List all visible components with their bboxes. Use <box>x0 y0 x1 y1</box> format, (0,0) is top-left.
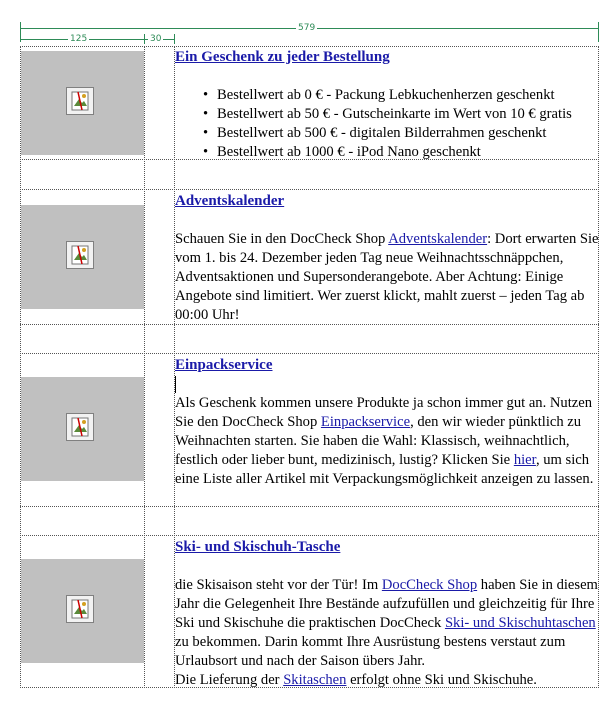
doccheck-shop-link[interactable]: DocCheck Shop <box>381 577 478 593</box>
image-placeholder[interactable] <box>21 377 144 481</box>
list-item: • Bestellwert ab 1000 € - iPod Nano geschenkt <box>217 143 599 162</box>
text-run: erfolgt ohne Ski und Skischuhe. <box>346 672 537 688</box>
list-item: • Bestellwert ab 0 € - Packung Lebkuchenherzen geschenkt <box>217 86 599 105</box>
section-heading-link[interactable]: Ein Geschenk zu jeder Bestellung <box>175 49 390 65</box>
advent-section <box>175 192 599 325</box>
list-item: • Bestellwert ab 50 € - Gutscheinkarte im Wert von 10 € gratis <box>217 105 599 124</box>
image-placeholder[interactable] <box>21 559 144 663</box>
broken-image-icon <box>66 87 94 115</box>
text-run: haben Sie in diesem Jahr die Gelegenheit Ihre Bestände aufzufüllen und gleichzeitig für Ihre Ski und Skischuhe die praktischen DocCheck <box>175 577 598 631</box>
text-run: , den wir wieder pünktlich zu Weihnachten starten. Sie haben die Wahl: Klassisch, weihnachtlich, festlich oder lieber bunt, medizinisch, lustig? Klicken Sie <box>175 414 582 468</box>
layout-table <box>20 46 599 688</box>
text-run: , um sich eine Liste aller Artikel mit Verpackungsmöglichkeit anzeigen zu lassen. <box>175 452 594 487</box>
image-placeholder[interactable] <box>21 205 144 309</box>
broken-image-icon <box>66 595 94 623</box>
ruler-total-width: 579 <box>298 23 316 33</box>
section-heading-link[interactable]: Einpackservice <box>175 357 273 373</box>
adventskalender-link[interactable]: Adventskalender <box>388 231 488 247</box>
section-heading-link[interactable]: Adventskalender <box>175 193 285 209</box>
skitaschen-link[interactable]: Skitaschen <box>283 672 347 688</box>
broken-image-icon <box>66 413 94 441</box>
text-cursor <box>175 376 176 393</box>
section-paragraph <box>175 576 599 690</box>
table-width-ruler <box>20 22 599 44</box>
section-paragraph <box>175 230 599 325</box>
text-run: die Skisaison steht vor der Tür! Im <box>175 577 382 593</box>
broken-image-icon <box>66 241 94 269</box>
ruler-col1-width: 125 <box>70 34 88 44</box>
wrapping-section <box>175 356 599 489</box>
text-run: zu bekommen. Darin kommt Ihre Ausrüstung bestens verstaut zum Urlaubsort und nach der Saison übers Jahr. <box>175 634 566 669</box>
section-paragraph <box>175 394 599 489</box>
ski-bag-section <box>175 538 599 690</box>
text-run: Die Lieferung der <box>175 672 284 688</box>
image-placeholder[interactable] <box>21 51 144 155</box>
gift-section <box>175 48 599 162</box>
einpackservice-link[interactable]: Einpackservice <box>320 414 411 430</box>
list-item: • Bestellwert ab 500 € - digitalen Bilderrahmen geschenkt <box>217 124 599 143</box>
ruler-col2-width: 30 <box>150 34 162 44</box>
bullet-list <box>175 86 599 162</box>
ski-taschen-link[interactable]: Ski- und Skischuhtaschen <box>444 615 596 631</box>
text-run: Schauen Sie in den DocCheck Shop <box>175 231 389 247</box>
section-heading-link[interactable]: Ski- und Skischuh-Tasche <box>175 539 341 555</box>
text-run: : Dort erwarten Sie vom 1. bis 24. Dezember jeden Tag neue Weihnachtsschnäppchen, Adventsaktionen und Supersonderangebote. Aber Achtung: Einige Angebote sind limitiert. Wer zuerst klickt, mahlt zuerst – jeden Tag ab 00:00 Uhr! <box>175 231 599 323</box>
hier-link[interactable]: hier <box>513 452 536 468</box>
text-run: Als Geschenk kommen unsere Produkte ja schon immer gut an. Nutzen Sie den DocCheck Shop <box>175 395 593 430</box>
